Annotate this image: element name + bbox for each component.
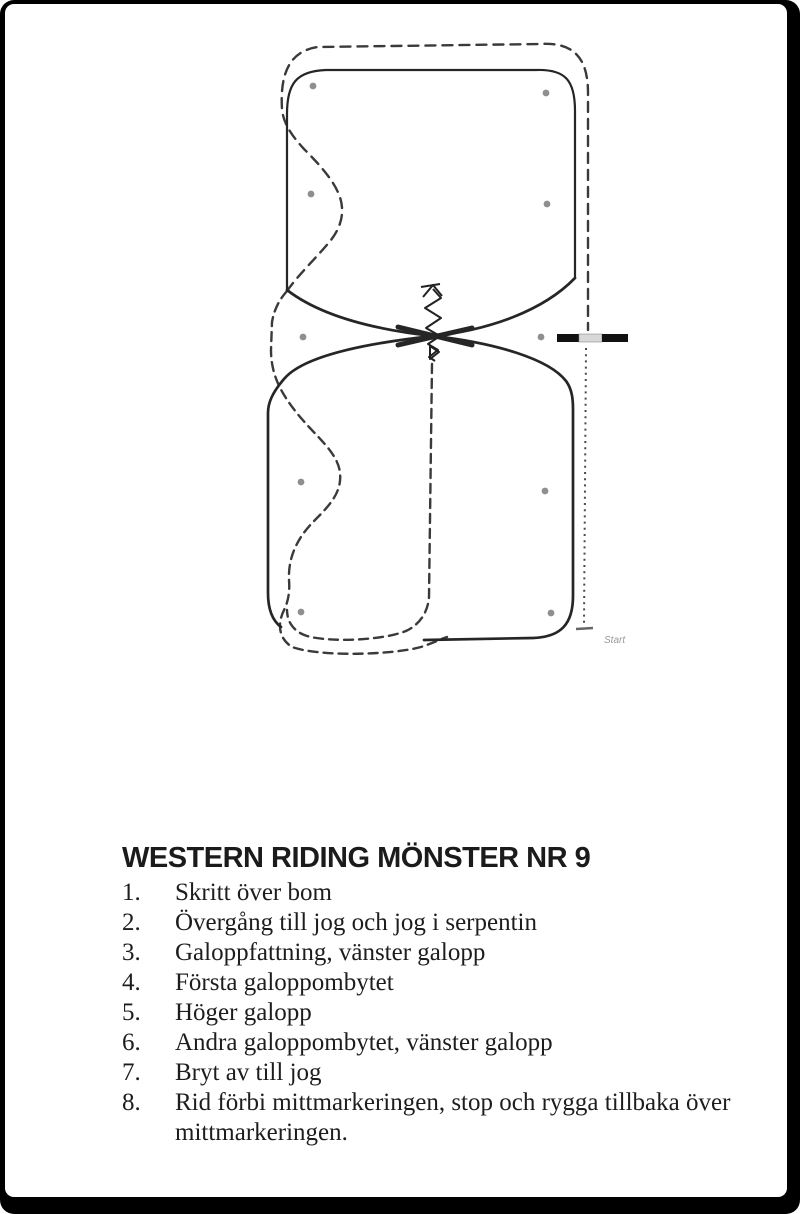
- list-item-number: 2.: [122, 909, 141, 936]
- list-item: [122, 878, 734, 908]
- solid-lope-path: [268, 70, 575, 640]
- cone-marker: [310, 83, 317, 90]
- cone-marker: [544, 201, 551, 208]
- list-item: [122, 998, 734, 1028]
- cone-marker: [538, 334, 545, 341]
- list-item-text: Galoppfattning, vänster galopp: [175, 939, 486, 966]
- list-item-text: Bryt av till jog: [175, 1059, 322, 1086]
- list-item-number: 3.: [122, 939, 141, 966]
- cone-markers: [298, 83, 555, 617]
- list-item-text: Rid förbi mittmarkeringen, stop och rygga tillbaka över mittmarkeringen.: [175, 1089, 731, 1146]
- list-item-text: Andra galoppombytet, vänster galopp: [175, 1029, 553, 1056]
- list-item-number: 5.: [122, 999, 141, 1026]
- cone-marker: [298, 479, 305, 486]
- list-item-number: 7.: [122, 1059, 141, 1086]
- cone-marker: [548, 610, 555, 617]
- start-tick: [576, 628, 593, 629]
- paper: [5, 4, 787, 1197]
- list-item-text: Höger galopp: [175, 999, 312, 1026]
- crossing-x: [398, 327, 472, 345]
- list-item-number: 1.: [122, 879, 141, 906]
- list-item: [122, 1058, 734, 1088]
- cone-marker: [298, 609, 305, 616]
- list-item-number: 4.: [122, 969, 141, 996]
- list-item-text: Första galoppombytet: [175, 969, 394, 996]
- list-item-number: 8.: [122, 1089, 141, 1116]
- cone-marker: [300, 334, 307, 341]
- cone-marker: [542, 488, 549, 495]
- list-item: [122, 968, 734, 998]
- instruction-list: [122, 878, 734, 1148]
- page-title: WESTERN RIDING MÖNSTER NR 9: [122, 842, 591, 874]
- cone-marker: [543, 90, 550, 97]
- center-marker: [557, 334, 628, 342]
- bom-zigzag-icon: [421, 284, 442, 361]
- list-item: [122, 1028, 734, 1058]
- list-item: [122, 908, 734, 938]
- list-item-text: Skritt över bom: [175, 879, 332, 906]
- start-label: Start: [604, 635, 626, 646]
- list-item: [122, 1088, 734, 1148]
- list-item-text: Övergång till jog och jog i serpentin: [175, 909, 537, 936]
- list-item: [122, 938, 734, 968]
- list-item-number: 6.: [122, 1029, 141, 1056]
- cone-marker: [308, 191, 315, 198]
- start-dotted-line: [576, 348, 593, 629]
